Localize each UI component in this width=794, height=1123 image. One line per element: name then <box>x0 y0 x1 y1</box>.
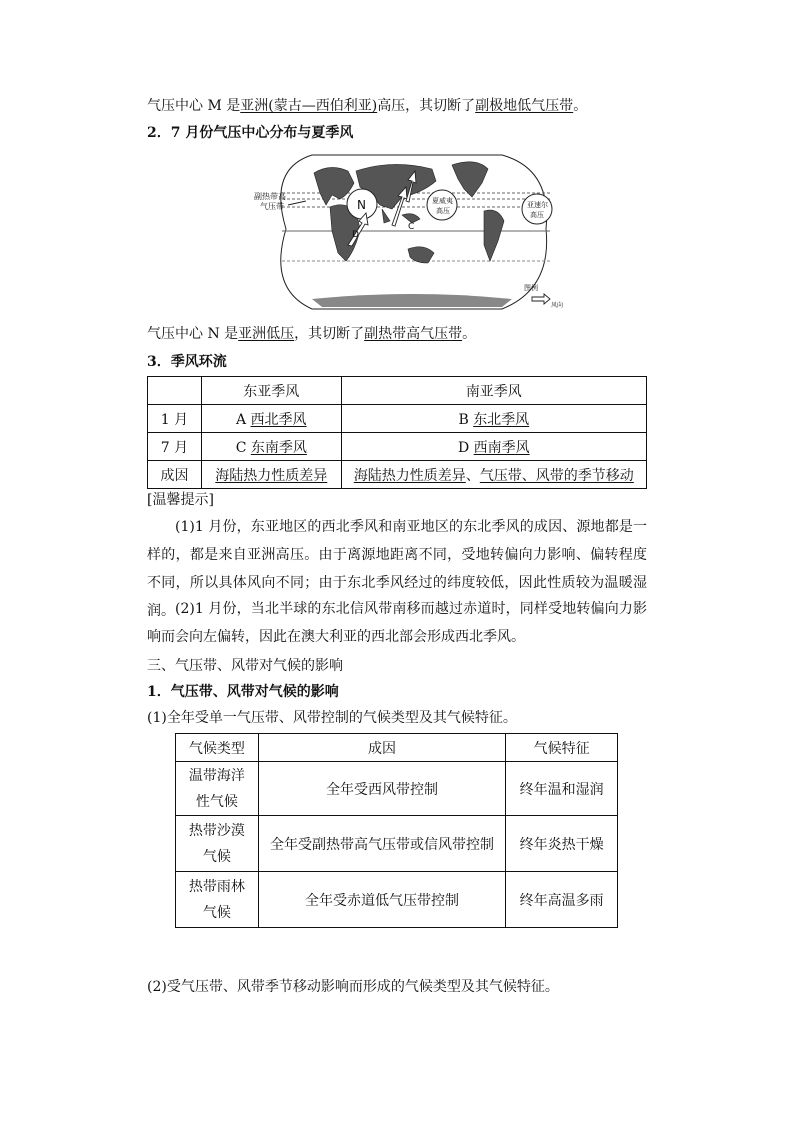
answer-fill: 东北季风 <box>473 411 530 428</box>
text-fragment: 性气候 <box>195 793 238 810</box>
table-row <box>148 377 647 405</box>
text-fragment: 气压中心 N 是 <box>147 326 239 342</box>
table-cell <box>201 405 341 433</box>
row-label: 7 月 <box>148 433 202 461</box>
answer-fill: 西南季风 <box>473 439 530 456</box>
header-east-asia: 东亚季风 <box>201 377 341 405</box>
table-row <box>148 433 647 461</box>
text-fragment: 、 <box>465 467 480 484</box>
text-fragment: 热带雨林 <box>188 878 245 895</box>
legend-title: 图例 <box>524 284 538 292</box>
feature-cell: 终年高温多雨 <box>506 872 618 928</box>
label-hawaii-2: 高压 <box>436 207 450 215</box>
table-cell <box>341 433 646 461</box>
label-hawaii-1: 夏威夷 <box>432 197 453 205</box>
label-c: C <box>408 222 415 232</box>
sentence-pressure-center-n <box>147 324 476 344</box>
answer-fill: 亚洲(蒙古—西伯利亚) <box>240 98 378 114</box>
legend-wind: 风向 <box>551 302 564 309</box>
north-america-landmass <box>452 162 488 197</box>
text-fragment: D <box>457 439 474 456</box>
climate-type-cell <box>176 816 259 872</box>
header-climate-type: 气候类型 <box>176 734 259 762</box>
text-fragment: 气压中心 M 是 <box>147 98 241 114</box>
table-cell <box>148 377 202 405</box>
world-map-figure <box>252 149 568 314</box>
cause-cell: 全年受西风带控制 <box>258 762 505 816</box>
text-fragment: 气候 <box>202 904 231 921</box>
climate-table <box>175 733 618 928</box>
text-fragment: 。 <box>462 326 477 342</box>
feature-cell: 终年温和湿润 <box>506 762 618 816</box>
answer-fill: 副极地低气压带 <box>475 98 574 114</box>
section-three-heading: 三、气压带、风带对气候的影响 <box>147 658 343 674</box>
tip-paragraph-1: (1)1 月份，东亚地区的西北季风和南亚地区的东北季风的成因、源地都是一样的，都是来自亚洲高压。由于离源地距离不同，受地转偏向力影响、偏转程度不同，所以具体风向不同；由于东北季风经过的纬度较低，因此性质较为温暖湿润。 <box>147 519 647 619</box>
south-america-landmass <box>484 210 504 261</box>
answer-fill: 海陆热力性质差异 <box>215 467 328 484</box>
table-row <box>176 762 618 816</box>
cause-cell: 全年受副热带高气压带或信风带控制 <box>258 816 505 872</box>
subsection-heading: 1．气压带、风带对气候的影响 <box>147 684 339 700</box>
australia-landmass <box>408 247 434 263</box>
subsection-item-2: (2)受气压带、风带季节移动影响而形成的气候类型及其气候特征。 <box>147 979 559 995</box>
answer-fill: 东南季风 <box>250 439 307 456</box>
answer-fill: 气压带、风带的季节移动 <box>479 467 634 484</box>
legend-arrow-icon <box>532 294 550 304</box>
azores-high-circle <box>522 194 552 224</box>
answer-fill: 亚洲低压 <box>238 326 295 342</box>
text-fragment: 气候 <box>202 848 231 865</box>
label-n: N <box>357 198 366 212</box>
label-subtropical-high-2: 气压带 <box>260 202 284 211</box>
text-fragment: 热带沙漠 <box>188 822 245 839</box>
table-cell <box>341 461 646 489</box>
row-label: 1 月 <box>148 405 202 433</box>
cause-cell: 全年受赤道低气压带控制 <box>258 872 505 928</box>
text-fragment: 。 <box>573 98 588 114</box>
tip-paragraph-2: (2)1 月份，当北半球的东北信风带南移而越过赤道时，同样受地转偏向力影响而会向左偏转，因此在澳大利亚的西北部会形成西北季风。 <box>147 601 647 645</box>
table-row <box>176 816 618 872</box>
label-subtropical-high: 副热带高 <box>254 192 286 201</box>
header-feature: 气候特征 <box>506 734 618 762</box>
answer-fill: 副热带高气压带 <box>364 326 463 342</box>
hawaii-high-circle <box>427 190 457 220</box>
text-fragment: C <box>235 439 251 456</box>
answer-fill: 海陆热力性质差异 <box>353 467 466 484</box>
table-cell <box>201 461 341 489</box>
heading-july-pressure: 2．7 月份气压中心分布与夏季风 <box>147 125 354 141</box>
answer-fill: 西北季风 <box>250 411 307 428</box>
heading-monsoon: 3．季风环流 <box>147 354 227 370</box>
table-row <box>176 734 618 762</box>
table-row <box>148 405 647 433</box>
antarctica-landmass <box>312 294 512 307</box>
climate-type-cell <box>176 872 259 928</box>
monsoon-table <box>147 376 647 489</box>
text-fragment: B <box>458 411 474 428</box>
row-label: 成因 <box>148 461 202 489</box>
label-azores-2: 高压 <box>530 211 544 219</box>
table-row <box>176 872 618 928</box>
header-south-asia: 南亚季风 <box>341 377 646 405</box>
label-d: D <box>352 230 359 240</box>
text-fragment: 高压，其切断了 <box>377 98 476 114</box>
tip-title: [温馨提示] <box>147 492 214 508</box>
subsection-item-1: (1)全年受单一气压带、风带控制的气候类型及其气候特征。 <box>147 710 517 726</box>
table-row <box>148 461 647 489</box>
feature-cell: 终年炎热干燥 <box>506 816 618 872</box>
table-cell <box>201 433 341 461</box>
climate-type-cell <box>176 762 259 816</box>
text-fragment: ，其切断了 <box>294 326 365 342</box>
text-fragment: A <box>236 411 251 428</box>
header-cause: 成因 <box>258 734 505 762</box>
table-cell <box>341 405 646 433</box>
sentence-pressure-center-m <box>147 96 587 116</box>
text-fragment: 温带海洋 <box>188 767 245 784</box>
label-azores-1: 亚速尔 <box>527 201 548 209</box>
